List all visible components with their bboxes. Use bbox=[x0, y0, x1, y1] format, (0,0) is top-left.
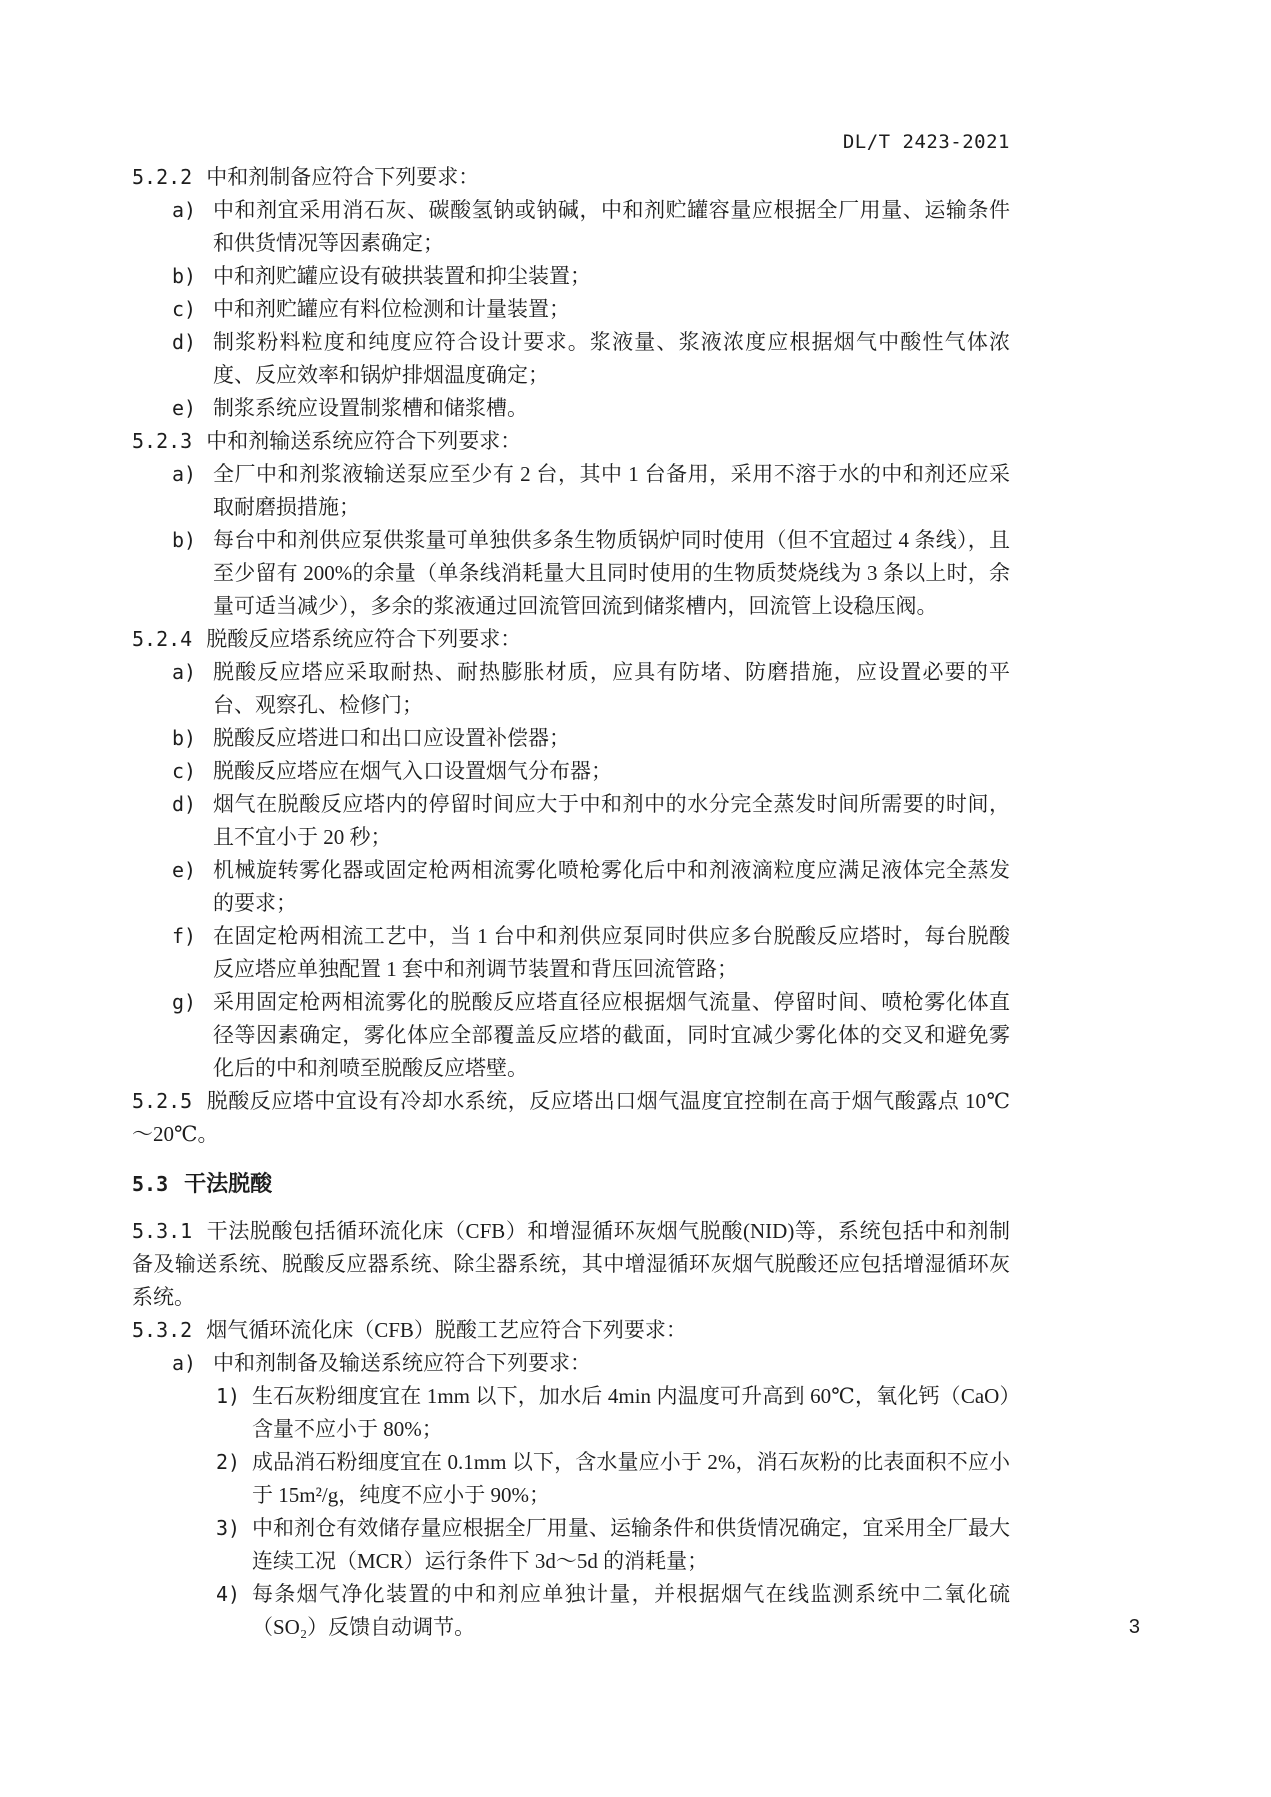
block-number: a) bbox=[172, 1351, 197, 1375]
subitem-3 bbox=[132, 1512, 1010, 1578]
block-text: 中和剂制备及输送系统应符合下列要求： bbox=[213, 1351, 591, 1375]
subitem-4 bbox=[132, 1578, 1010, 1644]
block-text: 脱酸反应塔应在烟气入口设置烟气分布器； bbox=[213, 759, 612, 783]
item-g bbox=[132, 986, 1010, 1085]
block-text: 每条烟气净化装置的中和剂应单独计量，并根据烟气在线监测系统中二氧化硫（SO₂）反馈自动调节。 bbox=[252, 1582, 1010, 1639]
block-number: a) bbox=[172, 198, 197, 222]
document-content bbox=[132, 126, 1010, 1644]
block-number: d) bbox=[172, 330, 197, 354]
item-a bbox=[132, 1347, 1010, 1380]
block-text: 采用固定枪两相流雾化的脱酸反应塔直径应根据烟气流量、停留时间、喷枪雾化体直径等因素确定，雾化体应全部覆盖反应塔的截面，同时宜减少雾化体的交叉和避免雾化后的中和剂喷至脱酸反应塔壁。 bbox=[213, 990, 1010, 1080]
item-e bbox=[132, 854, 1010, 920]
standard-number-header: DL/T 2423-2021 bbox=[842, 131, 1010, 153]
item-f bbox=[132, 920, 1010, 986]
item-a bbox=[132, 194, 1010, 260]
clause-5-2-3 bbox=[132, 425, 1010, 458]
block-number: e) bbox=[172, 858, 197, 882]
subitem-1 bbox=[132, 1380, 1010, 1446]
block-number: 5.3.2 bbox=[132, 1318, 193, 1342]
document-body bbox=[132, 161, 1010, 1644]
block-text: 烟气在脱酸反应塔内的停留时间应大于中和剂中的水分完全蒸发时间所需要的时间，且不宜小于 20 秒； bbox=[213, 792, 1010, 849]
block-text: 中和剂仓有效储存量应根据全厂用量、运输条件和供货情况确定，宜采用全厂最大连续工况（MCR）运行条件下 3d～5d 的消耗量； bbox=[252, 1516, 1010, 1573]
block-number: c) bbox=[172, 297, 197, 321]
block-number: a) bbox=[172, 462, 197, 486]
subitem-2 bbox=[132, 1446, 1010, 1512]
page-number: 3 bbox=[1128, 1616, 1140, 1638]
block-text: 脱酸反应塔中宜设有冷却水系统，反应塔出口烟气温度宜控制在高于烟气酸露点 10℃～20℃。 bbox=[132, 1089, 1010, 1146]
block-number: 5.2.5 bbox=[132, 1089, 193, 1113]
block-text: 中和剂贮罐应有料位检测和计量装置； bbox=[213, 297, 570, 321]
heading-5-3 bbox=[132, 1167, 1010, 1201]
block-number: e) bbox=[172, 396, 197, 420]
block-text: 生石灰粉细度宜在 1mm 以下，加水后 4min 内温度可升高到 60℃，氧化钙（CaO）含量不应小于 80%； bbox=[252, 1384, 1010, 1441]
block-text: 每台中和剂供应泵供浆量可单独供多条生物质锅炉同时使用（但不宜超过 4 条线），且至少留有 200%的余量（单条线消耗量大且同时使用的生物质焚烧线为 3 条以上时，余量可适当减少），多余的浆液通过回流管回流到储浆槽内，回流管上设稳压阀。 bbox=[213, 528, 1010, 618]
item-c bbox=[132, 755, 1010, 788]
item-e bbox=[132, 392, 1010, 425]
block-text: 烟气循环流化床（CFB）脱酸工艺应符合下列要求： bbox=[206, 1318, 687, 1342]
block-text: 制浆系统应设置制浆槽和储浆槽。 bbox=[213, 396, 528, 420]
block-text: 制浆粉料粒度和纯度应符合设计要求。浆液量、浆液浓度应根据烟气中酸性气体浓度、反应效率和锅炉排烟温度确定； bbox=[213, 330, 1010, 387]
block-number: 5.3.1 bbox=[132, 1219, 193, 1243]
block-number: b) bbox=[172, 726, 197, 750]
item-b bbox=[132, 260, 1010, 293]
block-number: f) bbox=[172, 924, 197, 948]
block-number: 1) bbox=[216, 1384, 241, 1408]
block-text: 全厂中和剂浆液输送泵应至少有 2 台，其中 1 台备用，采用不溶于水的中和剂还应采取耐磨损措施； bbox=[213, 462, 1010, 519]
block-text: 中和剂制备应符合下列要求： bbox=[206, 165, 480, 189]
block-number: 5.2.4 bbox=[132, 627, 193, 651]
block-text: 干法脱酸 bbox=[184, 1171, 273, 1196]
item-a bbox=[132, 656, 1010, 722]
item-b bbox=[132, 524, 1010, 623]
block-text: 成品消石粉细度宜在 0.1mm 以下，含水量应小于 2%，消石灰粉的比表面积不应小于 15m²/g，纯度不应小于 90%； bbox=[252, 1450, 1010, 1507]
item-c bbox=[132, 293, 1010, 326]
clause-5-2-2 bbox=[132, 161, 1010, 194]
item-a bbox=[132, 458, 1010, 524]
block-number: 2) bbox=[216, 1450, 241, 1474]
block-text: 脱酸反应塔进口和出口应设置补偿器； bbox=[213, 726, 570, 750]
clause-5-2-5 bbox=[132, 1085, 1010, 1151]
block-number: 5.2.2 bbox=[132, 165, 193, 189]
block-number: b) bbox=[172, 528, 197, 552]
block-text: 中和剂宜采用消石灰、碳酸氢钠或钠碱，中和剂贮罐容量应根据全厂用量、运输条件和供货情况等因素确定； bbox=[213, 198, 1010, 255]
block-text: 脱酸反应塔系统应符合下列要求： bbox=[206, 627, 522, 651]
block-number: 4) bbox=[216, 1582, 241, 1606]
block-number: d) bbox=[172, 792, 197, 816]
block-text: 机械旋转雾化器或固定枪两相流雾化喷枪雾化后中和剂液滴粒度应满足液体完全蒸发的要求； bbox=[213, 858, 1010, 915]
block-text: 中和剂输送系统应符合下列要求： bbox=[206, 429, 522, 453]
item-d bbox=[132, 326, 1010, 392]
block-number: 3) bbox=[216, 1516, 241, 1540]
block-text: 中和剂贮罐应设有破拱装置和抑尘装置； bbox=[213, 264, 591, 288]
clause-5-2-4 bbox=[132, 623, 1010, 656]
block-number: a) bbox=[172, 660, 197, 684]
clause-5-3-1 bbox=[132, 1215, 1010, 1314]
block-text: 在固定枪两相流工艺中，当 1 台中和剂供应泵同时供应多台脱酸反应塔时，每台脱酸反应塔应单独配置 1 套中和剂调节装置和背压回流管路； bbox=[213, 924, 1010, 981]
block-number: 5.3 bbox=[132, 1172, 169, 1196]
item-b bbox=[132, 722, 1010, 755]
block-text: 脱酸反应塔应采取耐热、耐热膨胀材质，应具有防堵、防磨措施，应设置必要的平台、观察孔、检修门； bbox=[213, 660, 1010, 717]
item-d bbox=[132, 788, 1010, 854]
block-number: 5.2.3 bbox=[132, 429, 193, 453]
block-number: c) bbox=[172, 759, 197, 783]
clause-5-3-2 bbox=[132, 1314, 1010, 1347]
block-number: g) bbox=[172, 990, 197, 1014]
block-text: 干法脱酸包括循环流化床（CFB）和增湿循环灰烟气脱酸(NID)等，系统包括中和剂制备及输送系统、脱酸反应器系统、除尘器系统，其中增湿循环灰烟气脱酸还应包括增湿循环灰系统。 bbox=[132, 1219, 1010, 1309]
block-number: b) bbox=[172, 264, 197, 288]
